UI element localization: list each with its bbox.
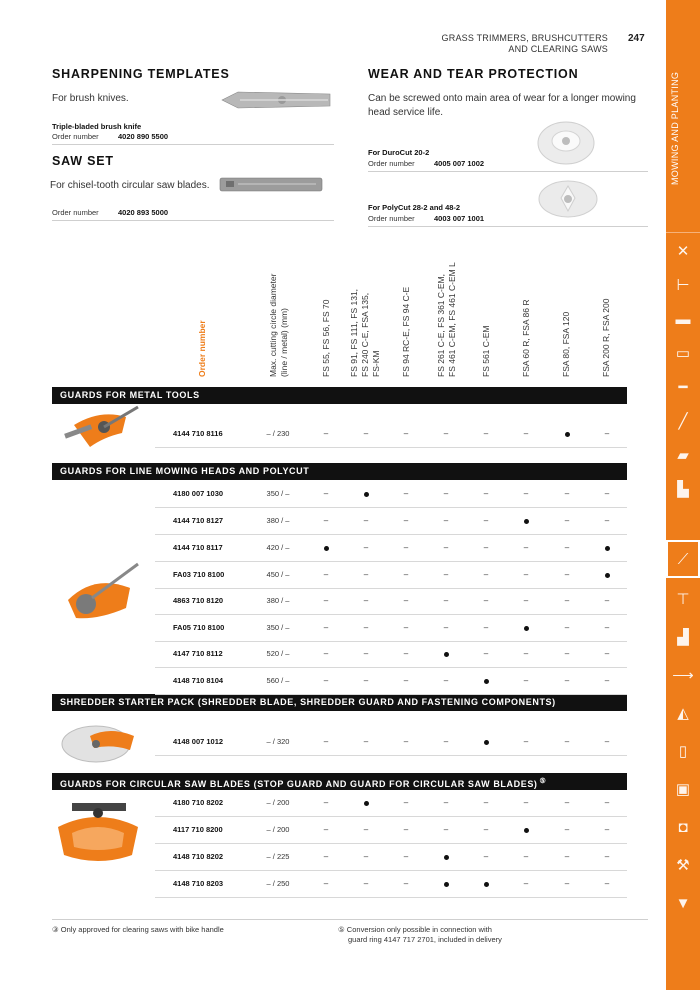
row-divider [155,614,627,615]
not-compatible-dash: – [323,852,329,861]
not-compatible-dash: – [483,543,489,552]
col-fs55: FS 55, FS 56, FS 70 [321,299,331,377]
not-compatible-dash: – [323,570,329,579]
not-compatible-dash: – [564,852,570,861]
order-number-cell: 4147 710 8112 [173,649,223,658]
not-compatible-dash: – [564,623,570,632]
footnote-right-line-2: guard ring 4147 717 2701, included in delivery [348,935,502,944]
diameter-cell: – / 200 [266,798,290,807]
divider [368,171,648,172]
row-divider [155,667,627,668]
order-number-cell: 4148 710 8202 [173,852,224,861]
order-number-cell: 4180 007 1030 [173,489,224,498]
saw-blades-note: ⑤ [539,778,547,785]
compatible-dot [524,519,529,524]
sprayer-icon[interactable]: ⊤ [676,590,690,608]
not-compatible-dash: – [564,676,570,685]
not-compatible-dash: – [363,429,369,438]
not-compatible-dash: – [323,879,329,888]
row-divider [155,843,627,844]
diameter-cell: 450 / – [266,570,290,579]
col-max-diameter-1: Max. cutting circle diameter [268,273,278,377]
not-compatible-dash: – [403,879,409,888]
not-compatible-dash: – [483,825,489,834]
diameter-cell: 350 / – [266,489,290,498]
not-compatible-dash: – [403,825,409,834]
line-guard-image [58,560,140,626]
order-number-cell: FA05 710 8100 [173,623,225,632]
saw-set-desc: For chisel-tooth circular saw blades. [50,180,210,191]
compatible-dot [364,801,369,806]
durocut-order-number: 4005 007 1002 [434,159,485,168]
polycut-order-label: Order number [368,214,415,223]
not-compatible-dash: – [604,852,610,861]
col-fs94: FS 94 RC-E, FS 94 C-E [401,286,411,377]
not-compatible-dash: – [523,570,529,579]
mower-icon[interactable]: ▙ [677,480,689,498]
not-compatible-dash: – [323,737,329,746]
not-compatible-dash: – [564,649,570,658]
cultivator-icon[interactable]: ▟ [677,628,689,646]
not-compatible-dash: – [403,798,409,807]
hedge-trimmer-icon[interactable]: ▭ [675,344,691,362]
order-number-cell: 4148 007 1012 [173,737,224,746]
diameter-cell: 420 / – [266,543,290,552]
sidebar-divider [666,232,700,233]
not-compatible-dash: – [323,596,329,605]
metal-guard-image [60,403,140,459]
section-bar-line-heads: GUARDS FOR LINE MOWING HEADS AND POLYCUT [52,463,627,480]
diameter-cell: 350 / – [266,623,290,632]
diameter-cell: 520 / – [266,649,290,658]
sharpening-order-number: 4020 890 5500 [118,132,169,141]
chapter-sidebar [666,0,700,990]
not-compatible-dash: – [363,649,369,658]
not-compatible-dash: – [564,516,570,525]
row-divider [155,507,627,508]
not-compatible-dash: – [564,825,570,834]
not-compatible-dash: – [523,852,529,861]
not-compatible-dash: – [604,879,610,888]
pruner-icon[interactable]: ╱ [678,412,688,430]
category-line-1: GRASS TRIMMERS, BRUSHCUTTERS [441,33,608,43]
col-fs91-3: FS-KM [371,350,381,377]
polycut-label: For PolyCut 28-2 and 48-2 [368,203,461,212]
row-divider [155,588,627,589]
not-compatible-dash: – [604,623,610,632]
not-compatible-dash: – [443,676,449,685]
page-number: 247 [628,33,645,44]
order-number-cell: 4180 710 8202 [173,798,224,807]
compatible-dot [324,546,329,551]
circular-saw-guard-image [52,797,142,867]
footnote-right-line-1: ⑤ Conversion only possible in connection with [338,925,492,934]
order-number-cell: 4148 710 8203 [173,879,224,888]
not-compatible-dash: – [403,429,409,438]
compatible-dot [444,652,449,657]
diameter-cell: – / 320 [266,737,290,746]
not-compatible-dash: – [564,570,570,579]
not-compatible-dash: – [363,879,369,888]
diameter-cell: – / 200 [266,825,290,834]
not-compatible-dash: – [403,649,409,658]
section-bar-saw-blades [52,773,627,790]
compatible-dot [524,626,529,631]
col-fs561: FS 561 C-EM [481,325,491,377]
not-compatible-dash: – [604,798,610,807]
not-compatible-dash: – [363,543,369,552]
not-compatible-dash: – [363,676,369,685]
saw-set-order-label: Order number [52,208,99,217]
row-divider [155,534,627,535]
sharpening-template-image [220,90,332,110]
row-divider [155,447,627,448]
not-compatible-dash: – [443,570,449,579]
not-compatible-dash: – [323,825,329,834]
not-compatible-dash: – [483,649,489,658]
divider [368,226,648,227]
order-number-cell: 4144 710 8117 [173,543,223,552]
col-fs91-1: FS 91, FS 111, FS 131, [349,288,359,377]
not-compatible-dash: – [483,429,489,438]
sharpening-desc: For brush knives. [52,93,129,104]
order-number-cell: 4148 710 8104 [173,676,224,685]
compatible-dot [444,855,449,860]
not-compatible-dash: – [523,489,529,498]
not-compatible-dash: – [523,649,529,658]
saw-blades-title: GUARDS FOR CIRCULAR SAW BLADES (STOP GUARD AND GUARD FOR CIRCULAR SAW BLADES) [60,779,538,789]
category-line-2: AND CLEARING SAWS [508,44,608,54]
row-divider [155,561,627,562]
diameter-cell: 380 / – [266,516,290,525]
not-compatible-dash: – [403,676,409,685]
not-compatible-dash: – [443,516,449,525]
not-compatible-dash: – [483,489,489,498]
row-divider [155,755,627,756]
not-compatible-dash: – [403,489,409,498]
not-compatible-dash: – [403,596,409,605]
shirt-icon[interactable]: ▼ [675,894,691,912]
diameter-cell: – / 225 [266,852,290,861]
order-number-cell: 4863 710 8120 [173,596,224,605]
compatible-dot [605,546,610,551]
diameter-cell: – / 230 [266,429,290,438]
chainsaw-icon[interactable]: ▰ [677,446,689,464]
col-fsa60: FSA 60 R, FSA 86 R [521,299,531,377]
divider [52,220,334,221]
col-fs91-2: FS 240 C-E, FSA 135, [360,292,370,377]
diameter-cell: 380 / – [266,596,290,605]
not-compatible-dash: – [443,489,449,498]
footnote-right [338,925,502,945]
saw-set-image [218,174,324,196]
saw-icon[interactable]: ━ [678,378,688,396]
not-compatible-dash: – [443,429,449,438]
col-fs261-2: FS 461 C-EM, FS 461 C-EM L [447,262,457,377]
not-compatible-dash: – [604,596,610,605]
not-compatible-dash: – [363,570,369,579]
sharpening-templates-title: SHARPENING TEMPLATES [52,67,230,81]
axe-icon[interactable]: ⚒ [676,856,690,874]
compatible-dot [484,679,489,684]
not-compatible-dash: – [604,737,610,746]
wear-protection-desc: Can be screwed onto main area of wear for a longer mowing head service life. [368,93,636,118]
order-number-cell: 4144 710 8127 [173,516,224,525]
not-compatible-dash: – [363,516,369,525]
order-number-cell: 4144 710 8116 [173,429,223,438]
not-compatible-dash: – [323,429,329,438]
battery-icon[interactable]: ▣ [675,780,691,798]
robot-mower-icon[interactable]: ◭ [677,704,689,722]
durocut-protector-image [535,120,597,166]
not-compatible-dash: – [604,649,610,658]
not-compatible-dash: – [443,623,449,632]
brushcutter-icon[interactable]: ⟋ [666,540,700,578]
not-compatible-dash: – [564,596,570,605]
not-compatible-dash: – [483,570,489,579]
not-compatible-dash: – [403,570,409,579]
page-category [442,33,608,55]
not-compatible-dash: – [443,825,449,834]
not-compatible-dash: – [323,516,329,525]
compatible-dot [524,828,529,833]
polycut-protector-image [535,178,601,220]
not-compatible-dash: – [523,879,529,888]
not-compatible-dash: – [564,489,570,498]
not-compatible-dash: – [564,737,570,746]
not-compatible-dash: – [564,543,570,552]
col-fsa200: FSA 200 R, FSA 200 [601,298,611,377]
shredder-icon[interactable]: ⟶ [672,666,694,684]
not-compatible-dash: – [604,516,610,525]
phone-icon[interactable]: ▯ [678,742,688,760]
not-compatible-dash: – [403,543,409,552]
not-compatible-dash: – [604,489,610,498]
compatible-dot [484,882,489,887]
durocut-order-label: Order number [368,159,415,168]
row-divider [155,897,627,898]
col-order-number: Order number [197,320,207,377]
not-compatible-dash: – [523,737,529,746]
saw-set-order-number: 4020 893 5000 [118,208,169,217]
diameter-cell: – / 250 [266,879,290,888]
not-compatible-dash: – [403,852,409,861]
not-compatible-dash: – [363,623,369,632]
not-compatible-dash: – [363,596,369,605]
not-compatible-dash: – [483,852,489,861]
compatible-dot [484,740,489,745]
not-compatible-dash: – [483,516,489,525]
diameter-cell: 560 / – [266,676,290,685]
durocut-label: For DuroCut 20-2 [368,148,430,157]
not-compatible-dash: – [403,623,409,632]
not-compatible-dash: – [323,489,329,498]
order-number-cell: FA03 710 8100 [173,570,225,579]
not-compatible-dash: – [564,879,570,888]
not-compatible-dash: – [604,825,610,834]
not-compatible-dash: – [363,852,369,861]
not-compatible-dash: – [403,737,409,746]
footnote-left: ③ Only approved for clearing saws with bike handle [52,925,224,934]
tools-icon[interactable]: ✕ [676,242,690,260]
compatible-dot [364,492,369,497]
not-compatible-dash: – [523,429,529,438]
row-divider [155,641,627,642]
not-compatible-dash: – [323,676,329,685]
not-compatible-dash: – [443,596,449,605]
row-divider [155,694,627,695]
not-compatible-dash: – [483,798,489,807]
footer-divider [52,919,648,920]
sharpening-order-label: Order number [52,132,99,141]
not-compatible-dash: – [523,676,529,685]
bag-icon[interactable]: ◘ [678,818,688,836]
compatible-dot [605,573,610,578]
not-compatible-dash: – [443,737,449,746]
wear-protection-title: WEAR AND TEAR PROTECTION [368,67,579,81]
not-compatible-dash: – [403,516,409,525]
section-bar-shredder: SHREDDER STARTER PACK (SHREDDER BLADE, SHREDDER GUARD AND FASTENING COMPONENTS) [52,694,627,711]
not-compatible-dash: – [523,543,529,552]
row-divider [155,870,627,871]
order-number-cell: 4117 710 8200 [173,825,223,834]
not-compatible-dash: – [523,596,529,605]
col-fs261-1: FS 261 C-E, FS 361 C-EM, [436,274,446,377]
not-compatible-dash: – [323,798,329,807]
not-compatible-dash: – [323,623,329,632]
not-compatible-dash: – [363,737,369,746]
not-compatible-dash: – [523,798,529,807]
not-compatible-dash: – [564,798,570,807]
compatible-dot [565,432,570,437]
not-compatible-dash: – [604,429,610,438]
trimmer-icon[interactable]: ⊢ [676,276,690,294]
not-compatible-dash: – [483,623,489,632]
col-max-diameter-2: (line / metal) (mm) [279,308,289,377]
not-compatible-dash: – [604,676,610,685]
saw-set-title: SAW SET [52,154,114,168]
section-bar-metal-tools: GUARDS FOR METAL TOOLS [52,387,627,404]
divider [52,144,334,145]
not-compatible-dash: – [443,798,449,807]
polycut-order-number: 4003 007 1001 [434,214,485,223]
not-compatible-dash: – [323,649,329,658]
not-compatible-dash: – [363,825,369,834]
shredder-pack-image [60,718,140,766]
not-compatible-dash: – [443,543,449,552]
compatible-dot [444,882,449,887]
blower-icon[interactable]: ▬ [675,310,691,328]
sidebar-chapter-label: MOWING AND PLANTING [670,71,680,185]
not-compatible-dash: – [483,596,489,605]
row-divider [155,816,627,817]
sharpening-item-label: Triple-bladed brush knife [52,122,142,131]
col-fsa80: FSA 80, FSA 120 [561,311,571,377]
